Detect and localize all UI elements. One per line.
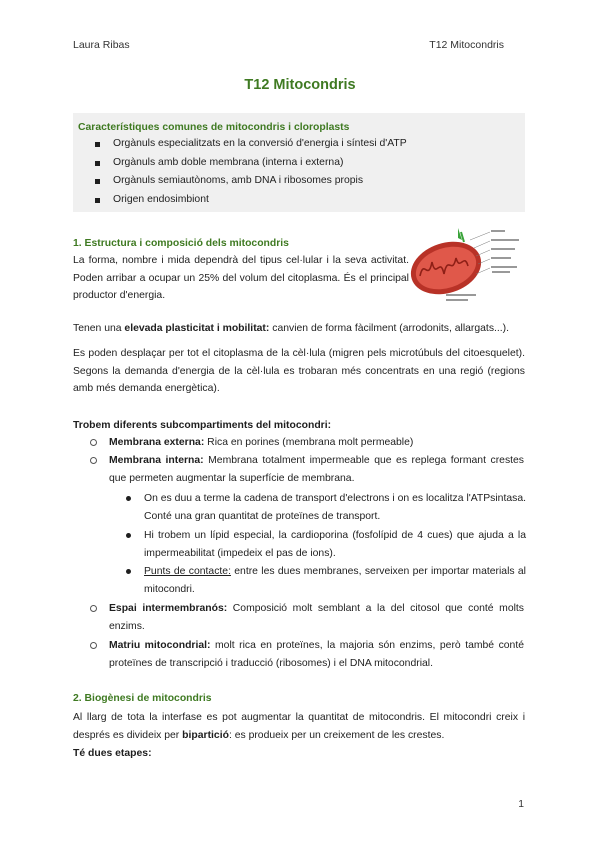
list-item	[91, 135, 407, 154]
outer-membrane-text: Rica en porines (membrana molt permeable)	[204, 437, 414, 448]
callout-title: Característiques comunes de mitocondris i cloroplasts	[78, 122, 350, 133]
square-bullet-icon	[95, 198, 100, 203]
circle-bullet-icon	[90, 605, 97, 612]
stages-pre: Té	[73, 748, 89, 759]
list-item	[91, 172, 407, 191]
intermembrane-label: Espai intermembranós:	[109, 603, 228, 614]
section-2-intro	[73, 709, 525, 744]
common-features-callout	[73, 113, 525, 212]
inner-membrane-detail-2: Hi trobem un lípid especial, la cardioporina (fosfolípid de 4 cues) que ajuda a la impermeabilitat (impedeix el pas de ions).	[144, 530, 526, 559]
plasticity-bold: elevada plasticitat i mobilitat:	[124, 323, 270, 334]
page-title: T12 Mitocondris	[244, 77, 356, 93]
stages-post: :	[148, 748, 152, 759]
dot-bullet-icon	[126, 569, 131, 574]
circle-bullet-icon	[90, 457, 97, 464]
section-2-stages	[73, 745, 525, 763]
matrix-label: Matriu mitocondrial:	[109, 640, 211, 651]
biogenesis-post: : es produeix per un creixement de les crestes.	[228, 729, 445, 741]
list-item	[91, 191, 407, 210]
inner-membrane-detail-1: On es duu a terme la cadena de transport d'electrons i on es localitza l'ATPsintasa. Conté una gran quantitat de proteïnes de transport.	[144, 493, 526, 522]
plasticity-post: canvien de forma fàcilment (arrodonits, allargats...).	[269, 323, 510, 334]
list-item-text: Orgànuls semiautònoms, amb DNA i ribosomes propis	[113, 175, 364, 186]
dot-bullet-icon	[126, 533, 131, 538]
dot-bullet-icon	[126, 496, 131, 501]
square-bullet-icon	[95, 179, 100, 184]
circle-bullet-icon	[90, 642, 97, 649]
matrix-text: molt rica en proteïnes, la majoria són enzims, però també conté proteïnes de transcripció i traducció (ribosomes) i el DNA mitocondrial.	[109, 640, 525, 669]
contact-points-text: entre les dues membranes, serveixen per importar materials al mitocondri.	[144, 566, 526, 595]
header-topic: T12 Mitocondris	[429, 39, 504, 51]
section-1-plasticity	[73, 320, 525, 338]
inner-membrane-label: Membrana interna:	[109, 455, 204, 466]
square-bullet-icon	[95, 142, 100, 147]
circle-bullet-icon	[90, 439, 97, 446]
list-item	[91, 154, 407, 173]
stages-bold: dues etapes	[88, 748, 149, 759]
list-item-text: Orgànuls especialitzats en la conversió d'energia i síntesi d'ATP	[113, 138, 407, 149]
outer-membrane-label: Membrana externa:	[109, 437, 205, 448]
plasticity-pre: Tenen una	[73, 323, 125, 334]
list-item-text: Orgànuls amb doble membrana (interna i externa)	[113, 156, 344, 168]
contact-points-label: Punts de contacte:	[144, 566, 231, 577]
inner-membrane-text: Membrana totalment impermeable que es replega formant crestes que permeten augmentar la superfície de membrana.	[109, 455, 524, 484]
intermembrane-text: Composició molt semblant a la del citosol que conté molts enzims.	[109, 603, 524, 632]
page-number: 1	[518, 799, 524, 810]
subcompartments-title: Trobem diferents subcompartiments del mitocondri:	[73, 420, 332, 431]
square-bullet-icon	[95, 161, 100, 166]
section-1-movement: Es poden desplaçar per tot el citoplasma de la cèl·lula (migren pels microtúbuls del citoesquelet). Segons la demanda d'energia de la cèl·lula es trobaran més concentrats en una regió (regions amb més demanda energètica).	[73, 348, 525, 394]
callout-list	[91, 135, 407, 209]
biogenesis-pre: Al llarg de tota la interfase es pot augmentar la quantitat de mitocondris. El mitocondri creix i després es divideix per	[73, 712, 525, 741]
mitochondrion-illustration	[406, 226, 526, 306]
header-author: Laura Ribas	[73, 39, 130, 51]
list-item-text: Origen endosimbiont	[113, 193, 209, 205]
section-1-title: 1. Estructura i composició dels mitocondris	[73, 238, 289, 249]
biogenesis-bold: bipartició	[182, 729, 229, 741]
section-1-intro: La forma, nombre i mida dependrà del tipus cel·lular i la seva activitat. Poden arribar a ocupar un 25% del volum del citoplasma. És el principal productor d'energia.	[73, 255, 409, 301]
section-2-title: 2. Biogènesi de mitocondris	[73, 693, 212, 704]
